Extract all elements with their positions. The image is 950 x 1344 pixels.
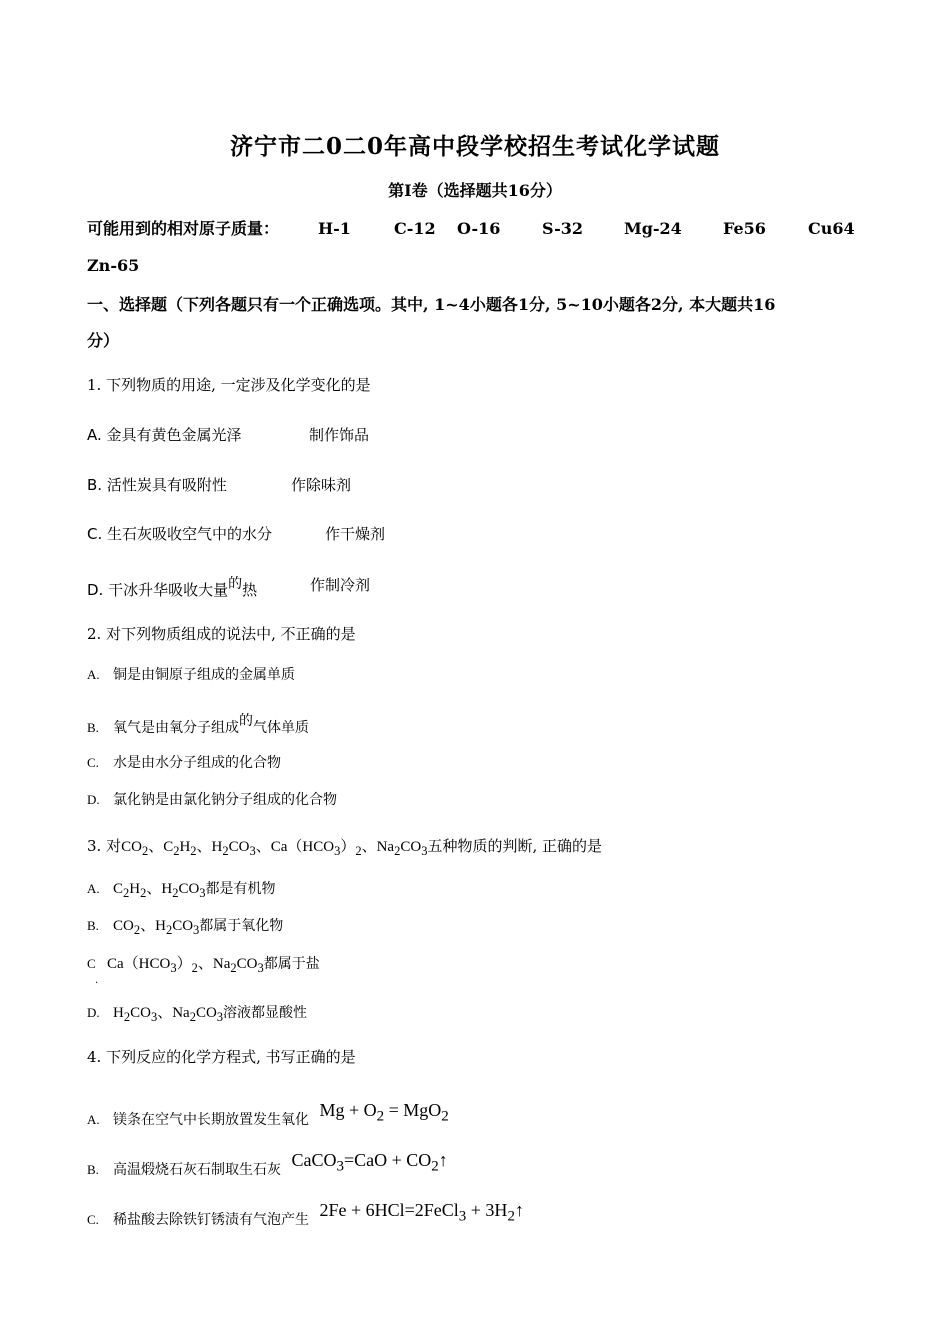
option-letter: B. xyxy=(87,476,103,494)
q1-option-c xyxy=(87,525,272,543)
q1-option-b xyxy=(87,476,227,494)
q1-option-d-use: 作制冷剂 xyxy=(310,576,371,594)
section-heading-line2: 分） xyxy=(87,331,120,350)
atomic-mass-c: C-12 xyxy=(394,219,436,238)
q3-option-b: B. $CO_2$、$H_2CO_3$都属于氧化物 xyxy=(87,918,284,937)
q1-option-b-use: 作除味剂 xyxy=(291,476,352,494)
atomic-mass-o: O-16 xyxy=(457,219,501,238)
option-text: 活性炭具有吸附性 xyxy=(106,476,227,494)
equation-c: 2Fe + 6HCl=2FeCl$_3$ + $3H_2↑$ xyxy=(319,1200,524,1225)
equation-a: $Mg + O_2 = MgO_2$ xyxy=(319,1100,449,1125)
formula-list: $CO_2$、$C_2H_2$、$H_2CO_3$、$Ca(HCO_3)_2$、$Na_2CO_3$ xyxy=(121,839,428,858)
q2-option-c: C. 水是由水分子组成的化合物 xyxy=(87,755,281,771)
q4-option-c: C. 稀盐酸去除铁钉锈渍有气泡产生 2Fe + 6HCl=2FeCl$_3$ + $3H_2↑$ xyxy=(87,1200,524,1228)
atomic-mass-fe: Fe56 xyxy=(723,219,766,238)
stray-dot: . xyxy=(95,975,99,986)
atomic-mass-label: 可能用到的相对原子质量： xyxy=(87,219,280,238)
question-1-stem: 1. 下列物质的用途, 一定涉及化学变化的是 xyxy=(87,376,371,394)
q1-option-a xyxy=(87,426,242,444)
q3-option-d: D. $H_2CO_3$、$Na_2CO_3$溶液都显酸性 xyxy=(87,1005,308,1024)
q1-option-c-use: 作干燥剂 xyxy=(325,525,386,543)
option-text: 干冰升华吸收大量 xyxy=(108,581,229,599)
q2-option-a: A. 铜是由铜原子组成的金属单质 xyxy=(87,667,295,683)
option-letter: C. xyxy=(87,525,103,543)
question-4-stem: 4. 下列反应的化学方程式, 书写正确的是 xyxy=(87,1048,356,1066)
q1-option-d: D. 干冰升华吸收大量的热 xyxy=(87,576,258,599)
option-text: 生石灰吸收空气中的水分 xyxy=(107,525,273,543)
option-letter: A. xyxy=(87,426,102,444)
equation-b: CaCO$_3$=CaO + $CO_2↑$ xyxy=(291,1150,448,1175)
exam-title: 济宁市二0二0年高中段学校招生考试化学试题 xyxy=(229,133,720,160)
atomic-mass-cu: Cu64 xyxy=(808,219,855,238)
q2-option-b: B. 氧气是由氧分子组成的气体单质 xyxy=(87,713,309,736)
atomic-mass-mg: Mg-24 xyxy=(624,219,682,238)
q2-option-d: D. 氯化钠是由氯化钠分子组成的化合物 xyxy=(87,792,337,808)
atomic-mass-s: S-32 xyxy=(542,219,584,238)
section-heading-line1: 一、选择题（下列各题只有一个正确选项。其中, 1~4小题各1分, 5~10小题各2分, 本大题共16 xyxy=(87,295,776,314)
atomic-mass-h: H-1 xyxy=(318,219,351,238)
atomic-mass-zn: Zn-65 xyxy=(87,256,140,275)
paper-subtitle: 第I卷（选择题共16分） xyxy=(388,181,562,200)
q1-option-a-use: 制作饰品 xyxy=(309,426,370,444)
question-3-stem: 3. 对$CO_2$、$C_2H_2$、$H_2CO_3$、$Ca(HCO_3)_2$、$Na_2CO_3$五种物质的判断, 正确的是 xyxy=(87,837,602,858)
question-2-stem: 2. 对下列物质组成的说法中, 不正确的是 xyxy=(87,625,356,643)
q3-option-c: C $Ca(HCO_3)_2$、$Na_2CO_3$都属于盐 xyxy=(87,956,320,975)
q4-option-a: A. 镁条在空气中长期放置发生氧化 $Mg + O_2 = MgO_2$ xyxy=(87,1100,449,1128)
q3-option-a: A. $C_2H_2$、$H_2CO_3$都是有机物 xyxy=(87,881,276,900)
option-text: 金具有黄色金属光泽 xyxy=(106,426,242,444)
option-letter: D. xyxy=(87,581,104,599)
q4-option-b: B. 高温煅烧石灰石制取生石灰 CaCO$_3$=CaO + $CO_2↑$ xyxy=(87,1150,448,1178)
